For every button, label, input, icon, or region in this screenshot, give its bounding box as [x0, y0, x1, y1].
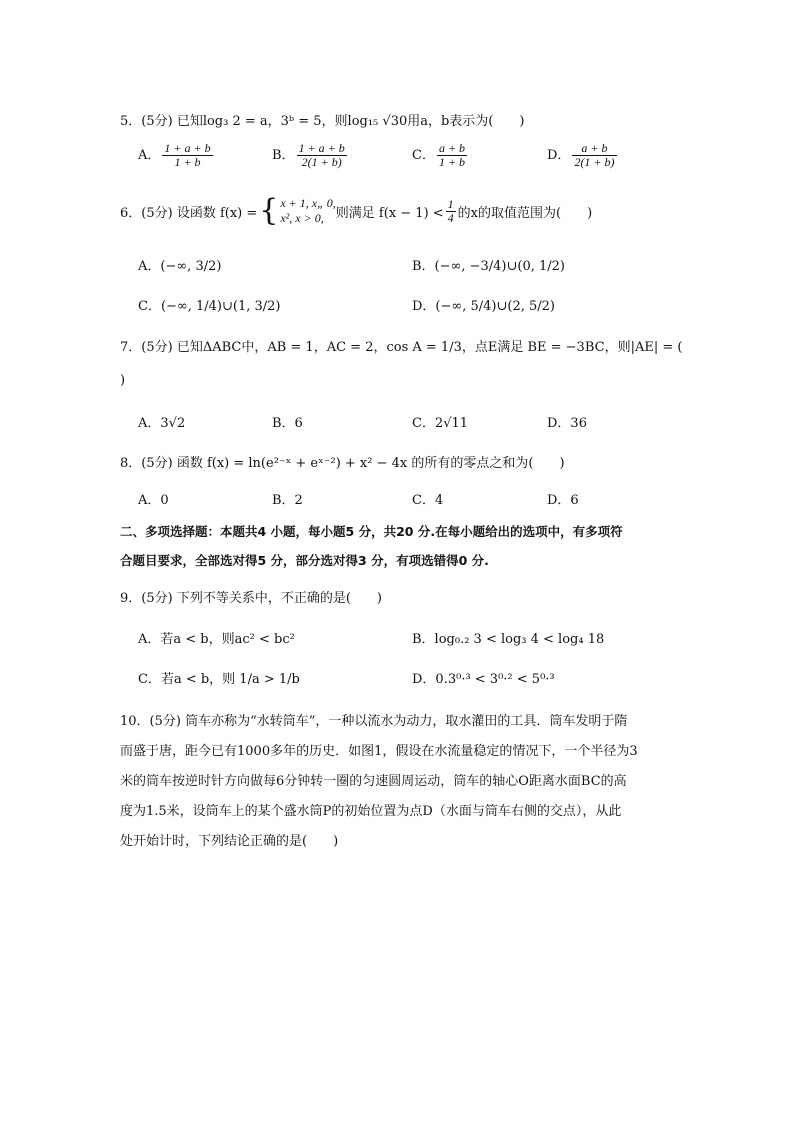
question-8-option-d: D．6: [547, 493, 579, 508]
question-10-line3: 米的筒车按逆时针方向做每6分钟转一圈的匀速圆周运动，筒车的轴心O距离水面BC的高: [120, 774, 627, 789]
question-10-line4: 度为1.5米，设筒车上的某个盛水筒P的初始位置为点D（水面与筒车右侧的交点），从此: [120, 804, 622, 819]
question-8-option-c: C．4: [412, 493, 444, 508]
piecewise-cases: x + 1, x„ 0, x², x > 0,: [280, 196, 336, 225]
question-5-stem: 5．(5分) 已知log₃ 2 = a，3ᵇ = 5，则log₁₅ √30用a，b表示为( ): [120, 114, 525, 129]
question-5-option-d: D． $\frac{a + b}{2(1 + b)}$: [547, 141, 615, 169]
question-6-option-d: D．(−∞, 5/4)∪(2, 5/2): [412, 299, 555, 314]
question-8-option-a: A．0: [138, 493, 169, 508]
question-6-option-c: C．(−∞, 1/4)∪(1, 3/2): [138, 299, 281, 314]
question-7-option-a: A．3√2: [138, 416, 186, 431]
question-5-option-a: A． $\frac{1 + a + b}{1 + b}$: [138, 141, 211, 169]
question-8-option-b: B．2: [272, 493, 303, 508]
question-5-option-c: C． $\frac{a + b}{1 + b}$: [412, 141, 466, 169]
question-7-option-b: B．6: [272, 416, 303, 431]
piecewise-brace: {: [259, 193, 279, 228]
question-10-line1: 10．(5分) 筒车亦称为“水转筒车”，一种以流水为动力，取水灌田的工具．筒车发明于隋: [120, 714, 628, 729]
question-7-option-c: C．2√11: [412, 416, 469, 431]
question-7-stem-cont: ): [120, 373, 126, 388]
question-8-stem: 8．(5分) 函数 f(x) = ln(e²⁻ˣ + eˣ⁻²) + x² − 4x 的所有的零点之和为( ): [120, 456, 565, 471]
question-7-option-d: D．36: [547, 416, 587, 431]
question-10-line2: 而盛于唐，距今已有1000多年的历史．如图1，假设在水流量稳定的情况下，一个半径为3: [120, 744, 638, 759]
question-9-stem: 9．(5分) 下列不等关系中，不正确的是( ): [120, 591, 382, 606]
question-6-option-a: A．(−∞, 3/2): [138, 259, 222, 274]
question-7-stem: 7．(5分) 已知ΔABC中，AB = 1，AC = 2，cos A = 1/3，点E满足 BE = −3BC，则|AE| = (: [120, 340, 683, 355]
quarter-fraction: $\frac{1}{4}$: [447, 196, 454, 225]
question-9-option-a: A．若a < b，则ac² < bc²: [138, 632, 295, 647]
question-9-option-d: D．0.3⁰·³ < 3⁰·² < 5⁰·³: [412, 672, 555, 687]
question-10-line5: 处开始计时，下列结论正确的是( ): [120, 834, 339, 849]
question-9-option-b: B．log₀.₂ 3 < log₃ 4 < log₄ 18: [412, 632, 605, 647]
question-5-option-b: B． $\frac{1 + a + b}{2(1 + b)}$: [272, 141, 345, 169]
question-6-option-b: B．(−∞, −3/4)∪(0, 1/2): [412, 259, 565, 274]
section-2-heading-line1: 二、多项选择题：本题共4 小题，每小题5 分，共20 分.在每小题给出的选项中，有多项符: [120, 524, 623, 539]
question-9-option-c: C．若a < b，则 1/a > 1/b: [138, 672, 300, 687]
question-6-stem: 6．(5分) 设函数 f(x) = { x + 1, x„ 0, x², x > 0, 则满足 f(x − 1) < $\frac{1}{4}$ 的x的取值范围为( ): [120, 193, 593, 228]
section-2-heading-line2: 合题目要求，全部选对得5 分，部分选对得3 分，有项选错得0 分.: [120, 553, 489, 568]
